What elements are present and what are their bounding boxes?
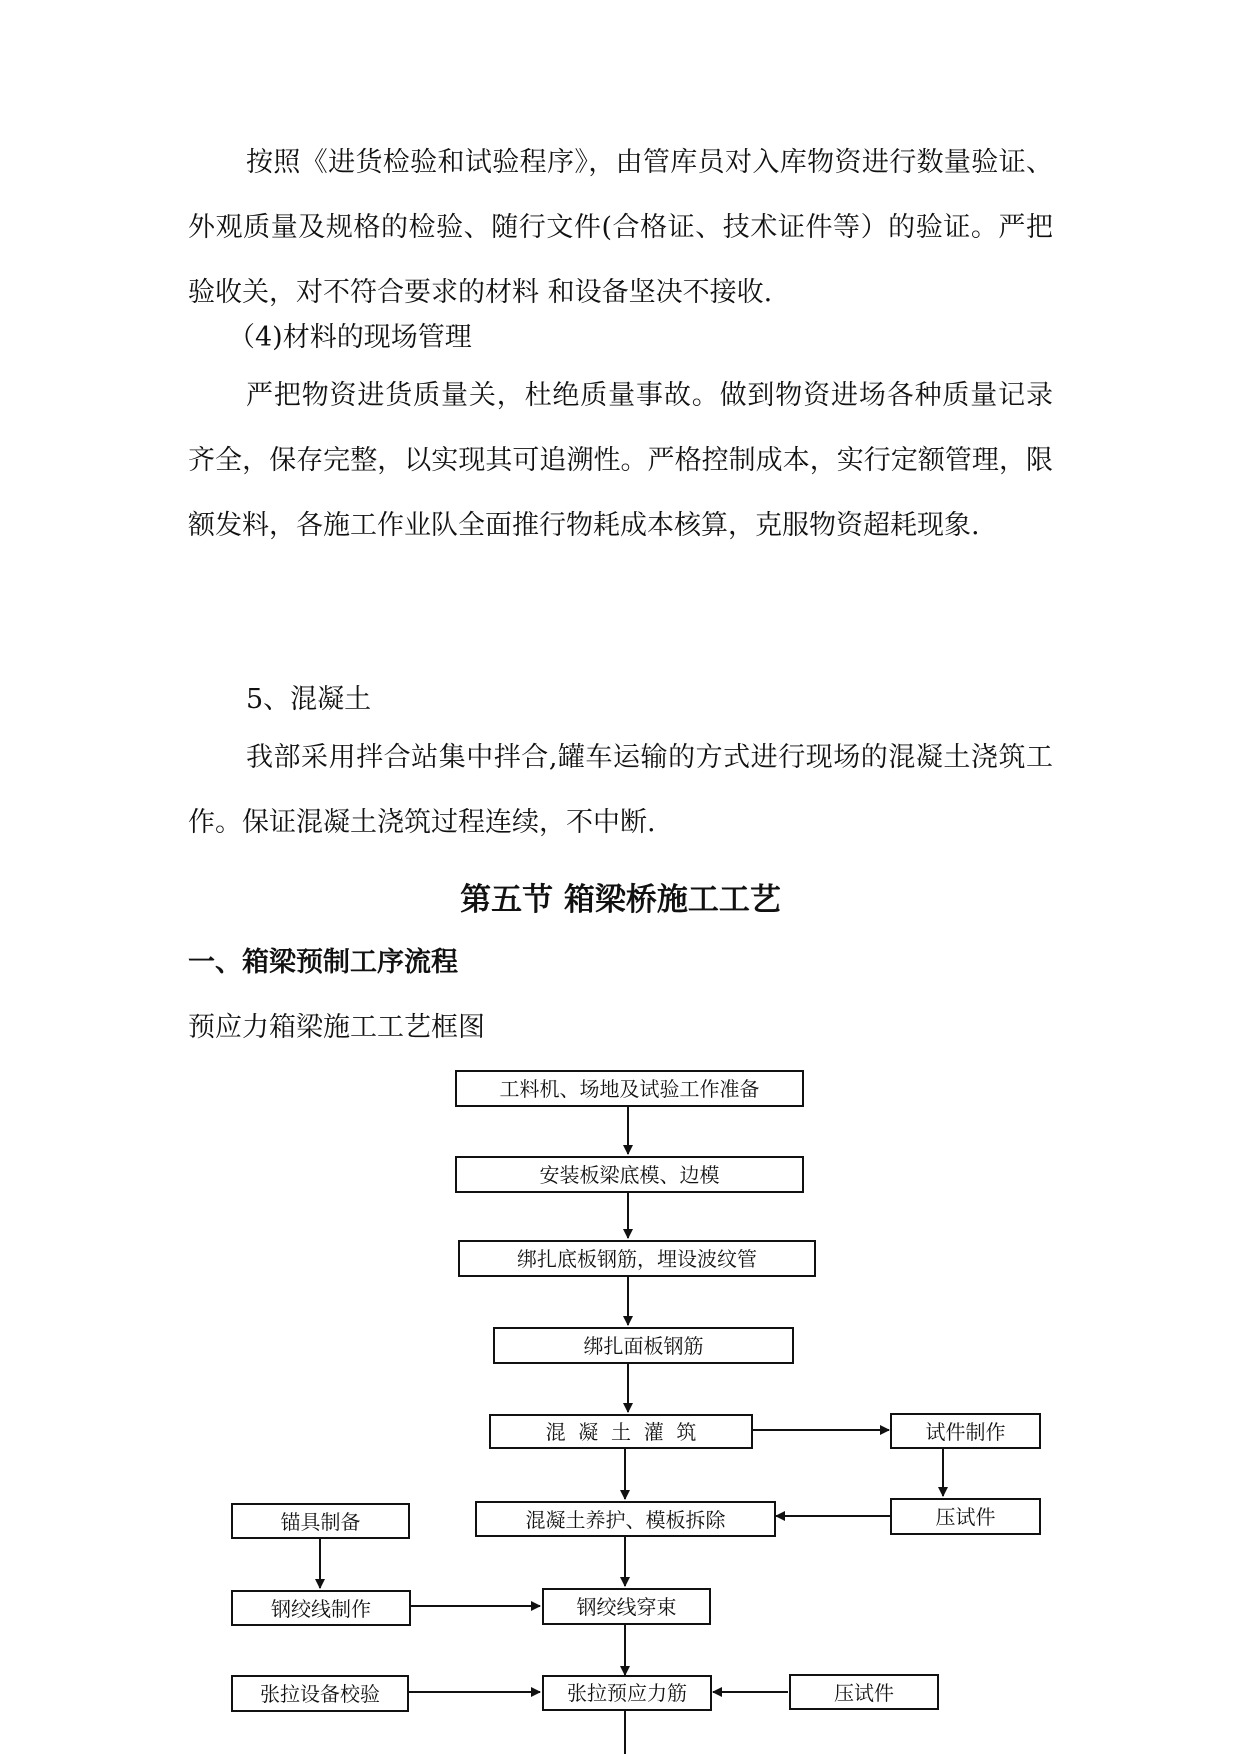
box-press-test-1-label: 压试件: [935, 1505, 996, 1529]
box-strand-make: [232, 1591, 410, 1625]
box-prep-label: 工料机、场地及试验工作准备: [499, 1077, 760, 1101]
box-jack-calibration-label: 张拉设备校验: [260, 1682, 380, 1706]
section-title: 第五节 箱梁桥施工工艺: [460, 882, 781, 918]
box-strand-thread-label: 钢绞线穿束: [576, 1595, 677, 1619]
box-jack-calibration: [232, 1676, 408, 1711]
box-press-test-2: [790, 1675, 938, 1709]
box-bottom-form: [456, 1157, 803, 1192]
paragraph-incoming-inspection: 按照《进货检验和试验程序》，由管库员对入库物资进行数量验证、外观质量及规格的检验、随行文件(合格证、技术证件等）的验证。严把验收关，对不符合要求的材料 和设备坚决不接收.: [188, 147, 1053, 308]
box-press-test-1: [891, 1499, 1040, 1534]
box-bottom-rebar-label: 绑扎底板钢筋，埋设波纹管: [517, 1247, 757, 1271]
box-tension-label: 张拉预应力筋: [567, 1681, 687, 1705]
subheading-material-site-management: （4)材料的现场管理: [228, 322, 472, 353]
paragraph-concrete-method: 我部采用拌合站集中拌合,罐车运输的方式进行现场的混凝土浇筑工作。保证混凝土浇筑过程连续，不中断.: [188, 742, 1053, 838]
box-anchor-prep: [232, 1504, 409, 1538]
box-curing-label: 混凝土养护、模板拆除: [525, 1508, 726, 1532]
box-curing: [476, 1502, 775, 1536]
box-bottom-form-label: 安装板梁底模、边模: [539, 1163, 720, 1187]
box-top-rebar: [494, 1328, 793, 1363]
box-specimen-make: [891, 1414, 1040, 1448]
section-heading: 一、箱梁预制工序流程: [188, 947, 458, 978]
box-pour-label: 混 凝 土 灌 筑: [545, 1420, 697, 1444]
box-pour: [490, 1415, 752, 1448]
box-bottom-rebar: [459, 1241, 815, 1276]
box-strand-make-label: 钢绞线制作: [271, 1597, 371, 1621]
box-specimen-make-label: 试件制作: [925, 1420, 1006, 1444]
box-press-test-2-label: 压试件: [834, 1681, 894, 1705]
figure-caption: 预应力箱梁施工工艺框图: [188, 1012, 485, 1043]
box-anchor-prep-label: 锚具制备: [280, 1510, 361, 1534]
box-prep: [456, 1071, 803, 1106]
paragraph-quality-control: 严把物资进货质量关，杜绝质量事故。做到物资进场各种质量记录齐全，保存完整，以实现其可追溯性。严格控制成本，实行定额管理，限额发料，各施工作业队全面推行物耗成本核算，克服物资超耗现象.: [188, 380, 1053, 541]
box-top-rebar-label: 绑扎面板钢筋: [583, 1334, 704, 1358]
box-strand-thread: [543, 1589, 710, 1624]
subheading-concrete: 5、混凝土: [246, 684, 372, 715]
box-tension: [543, 1676, 711, 1710]
